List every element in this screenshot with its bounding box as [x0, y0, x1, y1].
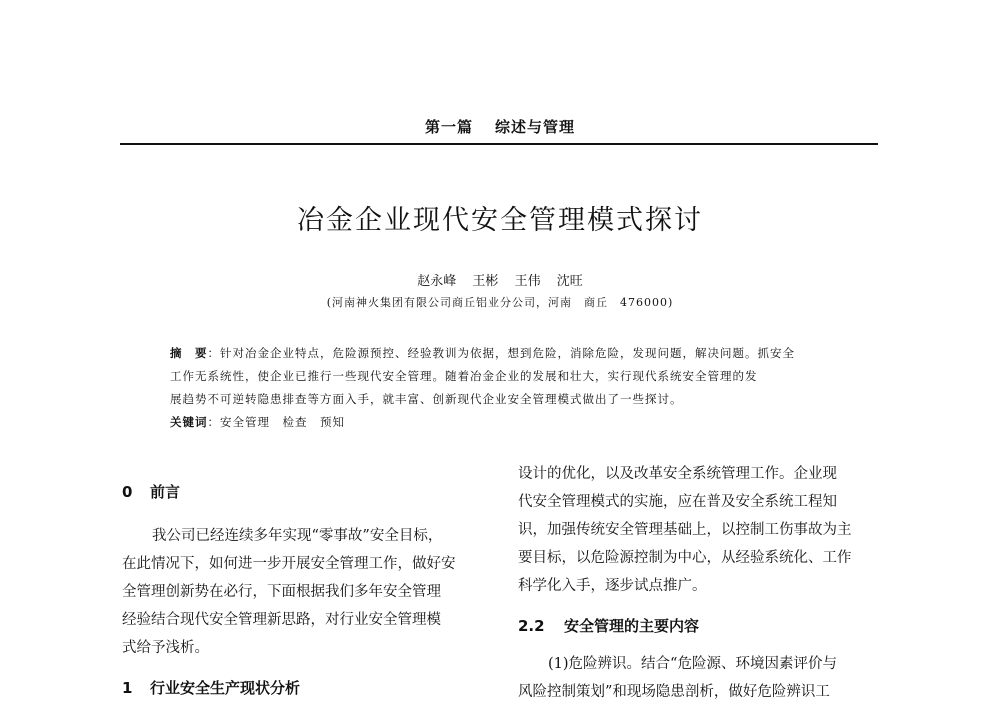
paragraph-line: 设计的优化，以及改革安全系统管理工作。企业现	[518, 466, 837, 482]
section-heading-2-2: 2.2 安全管理的主要内容	[518, 617, 700, 635]
paper-title: 冶金企业现代安全管理模式探讨	[297, 205, 703, 236]
paragraph-line: 代安全管理模式的实施，应在普及安全系统工程知	[518, 494, 837, 510]
section-header-part: 第一篇	[424, 118, 473, 136]
keywords-label: 关键词	[170, 415, 208, 429]
abstract-line: 展趋势不可逆转隐患排查等方面入手，就丰富、创新现代企业安全管理模式做出了一些探讨。	[170, 392, 683, 406]
right-column	[518, 460, 888, 706]
abstract-label: 摘 要	[170, 346, 208, 360]
section-heading-1: 1 行业安全生产现状分析	[122, 679, 301, 697]
paragraph-line: 在此情况下，如何进一步开展安全管理工作，做好安	[122, 556, 456, 572]
affiliation: (河南神火集团有限公司商丘铝业分公司，河南 商丘 476000)	[326, 296, 674, 309]
paragraph-line: 风险控制策划”和现场隐患剖析，做好危险辨识工	[518, 684, 830, 700]
paragraph-line: 科学化入手，逐步试点推广。	[518, 578, 707, 594]
section-heading-0: 0 前言	[122, 483, 181, 501]
author-list	[0, 270, 1000, 289]
left-column	[122, 478, 492, 702]
author: 王彬	[472, 274, 499, 289]
paragraph-line: 要目标，以危险源控制为中心，从经验系统化、工作	[518, 550, 852, 566]
abstract	[170, 342, 842, 434]
paragraph-line: 识，加强传统安全管理基础上，以控制工伤事故为主	[518, 522, 852, 538]
paragraph-line: 式给予浅析。	[122, 640, 209, 656]
keywords: ：安全管理 检查 预知	[207, 415, 345, 429]
author: 赵永峰	[417, 274, 457, 289]
paragraph-line: 我公司已经连续多年实现“零事故”安全目标，	[152, 528, 443, 544]
paragraph-line: (1)危险辨识。结合“危险源、环境因素评价与	[548, 656, 837, 672]
author: 沈旺	[556, 274, 583, 289]
abstract-line: 工作无系统性，使企业已推行一些现代安全管理。随着冶金企业的发展和壮大，实行现代系统安全管理的发	[170, 369, 758, 383]
author: 王伟	[514, 274, 541, 289]
paragraph-line: 全管理创新势在必行，下面根据我们多年安全管理	[122, 584, 441, 600]
abstract-line: ：针对冶金企业特点，危险源预控、经验教训为依据，想到危险，消除危险，发现问题，解决问题。抓安全	[207, 346, 795, 360]
header-rule	[120, 143, 878, 145]
section-header-name: 综述与管理	[495, 118, 576, 136]
section-header	[0, 116, 1000, 137]
paragraph-line: 经验结合现代安全管理新思路，对行业安全管理模	[122, 612, 441, 628]
